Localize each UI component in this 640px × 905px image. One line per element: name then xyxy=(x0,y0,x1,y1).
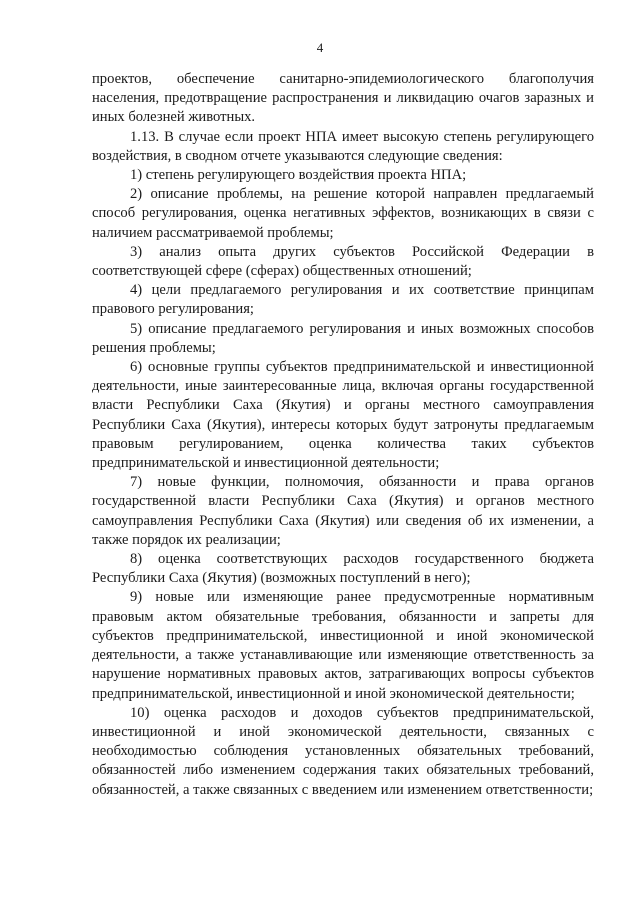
document-body xyxy=(92,70,594,800)
list-item-8: 8) оценка соответствующих расходов государственного бюджета Республики Саха (Якутия) (возможных поступлений в него); xyxy=(92,551,594,587)
paragraph-section-1-13: 1.13. В случае если проект НПА имеет высокую степень регулирующего воздействия, в сводном отчете указываются следующие сведения: xyxy=(92,128,594,164)
list-item-4: 4) цели предлагаемого регулирования и их соответствие принципам правового регулирования; xyxy=(92,282,594,318)
list-item-2: 2) описание проблемы, на решение которой направлен предлагаемый способ регулирования, оценка негативных эффектов, возникающих в связи с наличием рассматриваемой проблемы; xyxy=(92,186,594,241)
list-item-1: 1) степень регулирующего воздействия проекта НПА; xyxy=(130,167,467,184)
list-item-7: 7) новые функции, полномочия, обязанности и права органов государственной власти Республики Саха (Якутия) и органов местного самоуправления Республики Саха (Якутия) или сведения об их изменении, а также порядок их реализации; xyxy=(92,474,594,548)
list-item-6: 6) основные группы субъектов предпринимательской и инвестиционной деятельности, иные заинтересованные лица, включая органы государственной власти Республики Саха (Якутия) и органы местного самоуправления Республики Саха (Якутия), интересы которых будут затронуты предлагаемым правовым регулированием, оценка количества таких субъектов предпринимательской и инвестиционной деятельности; xyxy=(92,359,594,472)
list-item-10: 10) оценка расходов и доходов субъектов предпринимательской, инвестиционной и иной экономической деятельности, связанных с необходимостью соблюдения установленных обязательных требований, обязанностей либо изменением содержания таких обязательных требований, обязанностей, а также связанных с введением или изменением ответственности; xyxy=(92,704,594,798)
page-number: 4 xyxy=(316,40,324,55)
list-item-5: 5) описание предлагаемого регулирования и иных возможных способов решения проблемы; xyxy=(92,320,594,356)
paragraph-continuation: проектов, обеспечение санитарно-эпидемиологического благополучия населения, предотвращение распространения и ликвидацию очагов заразных и иных болезней животных. xyxy=(92,71,594,126)
list-item-3: 3) анализ опыта других субъектов Российской Федерации в соответствующей сфере (сферах) общественных отношений; xyxy=(92,243,594,280)
list-item-9: 9) новые или изменяющие ранее предусмотренные нормативным правовым актом обязательные требования, обязанности и запреты для субъектов предпринимательской, инвестиционной и иной экономической деятельности, а также устанавливающие или изменяющие ответственность за нарушение нормативных правовых актов, затрагивающих вопросы субъектов предпринимательской, инвестиционной и иной экономической деятельности; xyxy=(92,589,594,702)
